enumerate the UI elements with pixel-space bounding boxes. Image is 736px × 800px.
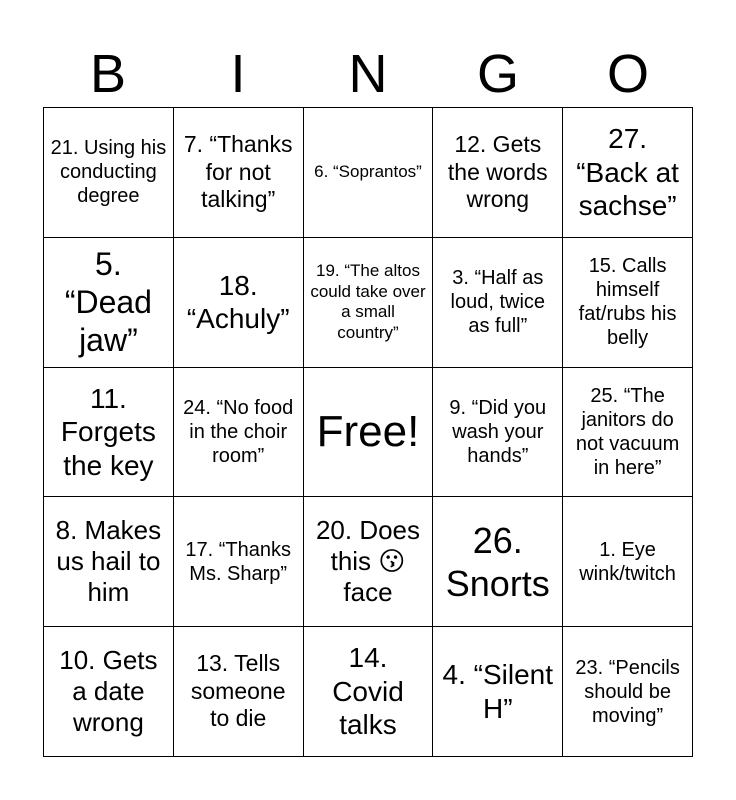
cell-text: 5. “Dead jaw” [64,245,152,359]
cell-text: 10. Gets a date wrong [59,644,158,738]
bingo-cell[interactable] [433,238,563,368]
bingo-cell[interactable] [563,627,693,757]
bingo-cell[interactable] [44,368,174,498]
bingo-cell[interactable] [174,238,304,368]
bingo-cell[interactable] [563,368,693,498]
bingo-cell[interactable] [304,238,434,368]
bingo-cell[interactable] [174,627,304,757]
cell-text: 12. Gets the words wrong [447,131,548,213]
cell-text: 14. Covid talks [332,642,404,741]
bingo-cell[interactable] [44,627,174,757]
cell-text: 8. Makes us hail to him [55,515,162,608]
header-letter-b: B [89,44,127,104]
cell-text: 26. Snorts [445,519,550,604]
cell-text: 24. “No food in the choir room” [183,396,294,467]
cell-text: 7. “Thanks for not talking” [183,131,293,213]
cell-text: 18. “Achuly” [186,269,290,335]
cell-text: 21. Using his conducting degree [50,137,167,208]
bingo-cell[interactable] [304,627,434,757]
cell-text: 17. “Thanks Ms. Sharp” [185,538,291,585]
bingo-cell[interactable] [174,368,304,498]
bingo-cell[interactable] [44,497,174,627]
free-space-text: Free! [316,406,420,456]
cell-text: 13. Tells someone to die [190,650,286,732]
bingo-cell-free[interactable] [304,368,434,498]
bingo-cell[interactable] [433,497,563,627]
cell-text: 11. Forgets the key [60,382,156,481]
bingo-cell[interactable] [174,108,304,238]
bingo-cell[interactable] [563,238,693,368]
bingo-board [43,107,693,757]
header-letter-g: G [476,44,519,104]
bingo-cell[interactable] [563,108,693,238]
header-letter-i: I [230,44,246,104]
cell-text: 4. “Silent H” [442,659,554,724]
bingo-cell[interactable] [44,108,174,238]
cell-text: 25. “The janitors do not vacuum in here” [575,384,680,479]
cell-text: 9. “Did you wash your hands” [449,396,547,467]
cell-text: 27. “Back at sachse” [576,123,679,222]
cell-text: 23. “Pencils should be moving” [575,656,680,727]
bingo-cell[interactable] [433,627,563,757]
bingo-cell[interactable] [304,497,434,627]
cell-text: 19. “The altos could take over a small country” [310,261,426,342]
bingo-cell[interactable] [433,108,563,238]
bingo-cell[interactable] [433,368,563,498]
header-letter-o: O [606,44,649,104]
cell-text: 15. Calls himself fat/rubs his belly [578,255,677,350]
bingo-cell[interactable] [174,497,304,627]
cell-text: 1. Eye wink/twitch [579,538,676,585]
header-letter-n: N [348,44,388,104]
bingo-cell[interactable] [304,108,434,238]
cell-text: 6. “Soprantos” [314,162,422,182]
bingo-cell[interactable] [563,497,693,627]
bingo-cell[interactable] [44,238,174,368]
cell-text: 20. Does this 😗 face [315,515,421,608]
bingo-header [43,40,693,108]
cell-text: 3. “Half as loud, twice as full” [450,267,546,338]
